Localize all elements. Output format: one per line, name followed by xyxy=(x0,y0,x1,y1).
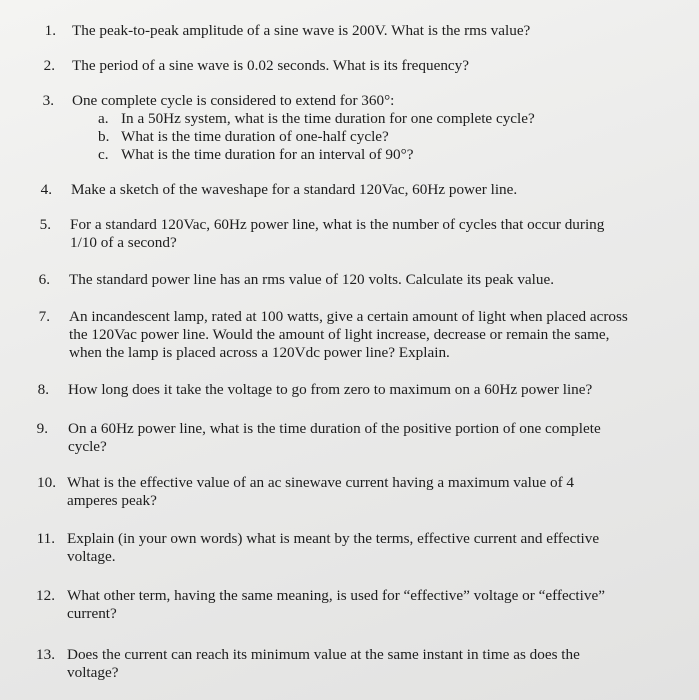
subpart-text: In a 50Hz system, what is the time duration for one complete cycle? xyxy=(121,110,535,127)
question-number: 2. xyxy=(43,57,55,74)
subpart-text: What is the time duration for an interval of 90°? xyxy=(121,146,414,163)
question-number: 8. xyxy=(37,381,49,398)
question-number: 4. xyxy=(40,181,52,198)
question-number: 13. xyxy=(36,646,55,663)
question-number: 12. xyxy=(36,587,55,604)
question-text: An incandescent lamp, rated at 100 watts, give a certain amount of light when placed across the 120Vac power line. Would the amount of light increase, decrease or remain the same, when the lamp is placed across a 120Vdc power line? Explain. xyxy=(69,308,628,361)
question-text: One complete cycle is considered to extend for 360°: xyxy=(72,92,395,109)
question-text: On a 60Hz power line, what is the time duration of the positive portion of one complete cycle? xyxy=(68,420,601,455)
subpart-letter: a. xyxy=(98,110,109,127)
subpart-letter: b. xyxy=(98,128,110,145)
question-text: What other term, having the same meaning, is used for “effective” voltage or “effective” current? xyxy=(67,587,605,622)
subpart-text: What is the time duration of one-half cycle? xyxy=(121,128,389,145)
question-text: The peak-to-peak amplitude of a sine wave is 200V. What is the rms value? xyxy=(72,22,531,39)
subpart-letter: c. xyxy=(98,146,109,163)
question-text: Make a sketch of the waveshape for a standard 120Vac, 60Hz power line. xyxy=(71,181,518,198)
question-number: 9. xyxy=(36,420,48,437)
question-number: 7. xyxy=(38,308,50,325)
question-text: How long does it take the voltage to go from zero to maximum on a 60Hz power line? xyxy=(68,381,593,398)
question-text: Does the current can reach its minimum value at the same instant in time as does the voltage? xyxy=(67,646,580,681)
question-text: Explain (in your own words) what is meant by the terms, effective current and effective voltage. xyxy=(67,530,600,565)
question-number: 3. xyxy=(42,92,54,109)
question-number: 1. xyxy=(44,22,56,39)
question-text: For a standard 120Vac, 60Hz power line, what is the number of cycles that occur during 1/10 of a second? xyxy=(70,216,605,251)
question-number: 11. xyxy=(36,530,55,547)
question-text: The standard power line has an rms value of 120 volts. Calculate its peak value. xyxy=(69,271,555,288)
question-number: 6. xyxy=(38,271,50,288)
question-text: What is the effective value of an ac sinewave current having a maximum value of 4 amperes peak? xyxy=(67,474,575,509)
question-number: 10. xyxy=(37,474,56,491)
question-number: 5. xyxy=(39,216,51,233)
question-text: The period of a sine wave is 0.02 seconds. What is its frequency? xyxy=(72,57,470,74)
